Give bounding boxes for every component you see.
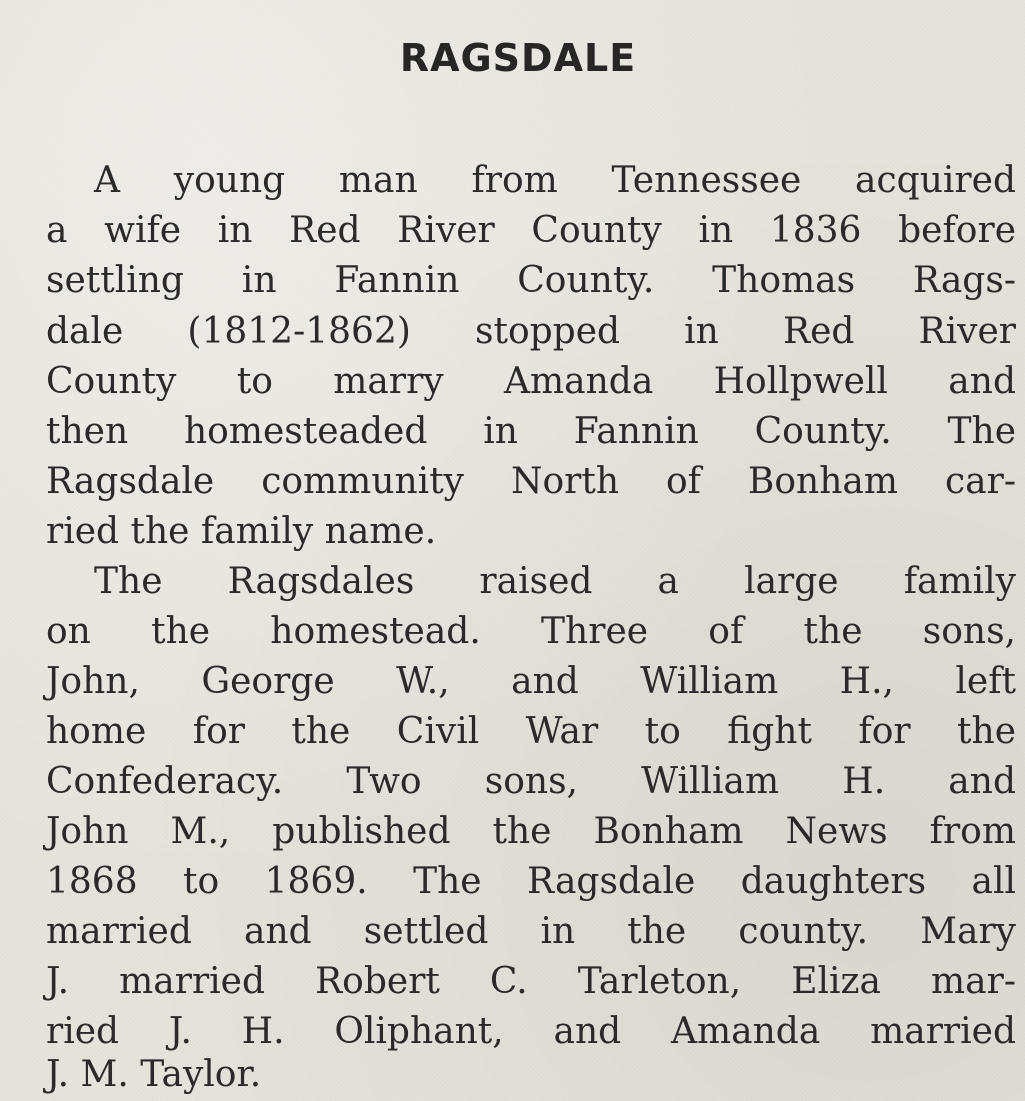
text-line: a wife in Red River County in 1836 before: [46, 210, 1016, 251]
text-line: John, George W., and William H., left: [46, 661, 1016, 702]
text-line: ried J. H. Oliphant, and Amanda married: [46, 1011, 1016, 1052]
article-title: RAGSDALE: [399, 36, 637, 80]
text-line: ried the family name.: [46, 511, 437, 552]
text-line: The Ragsdales raised a large family: [94, 561, 1016, 602]
text-line: home for the Civil War to fight for the: [46, 711, 1016, 752]
text-line: married and settled in the county. Mary: [46, 911, 1016, 952]
text-line: 1868 to 1869. The Ragsdale daughters all: [46, 861, 1016, 902]
text-line: Ragsdale community North of Bonham car-: [46, 461, 1016, 502]
text-line: A young man from Tennessee acquired: [94, 160, 1016, 201]
text-line: J. married Robert C. Tarleton, Eliza mar-: [46, 961, 1016, 1002]
text-line: Confederacy. Two sons, William H. and: [46, 761, 1016, 802]
text-line: dale (1812-1862) stopped in Red River: [46, 311, 1016, 352]
text-line: J. M. Taylor.: [46, 1054, 262, 1095]
text-line: on the homestead. Three of the sons,: [46, 611, 1016, 652]
text-line: County to marry Amanda Hollpwell and: [46, 361, 1016, 402]
text-line: then homesteaded in Fannin County. The: [46, 411, 1016, 452]
text-line: John M., published the Bonham News from: [46, 811, 1016, 852]
text-line: settling in Fannin County. Thomas Rags-: [46, 260, 1016, 301]
